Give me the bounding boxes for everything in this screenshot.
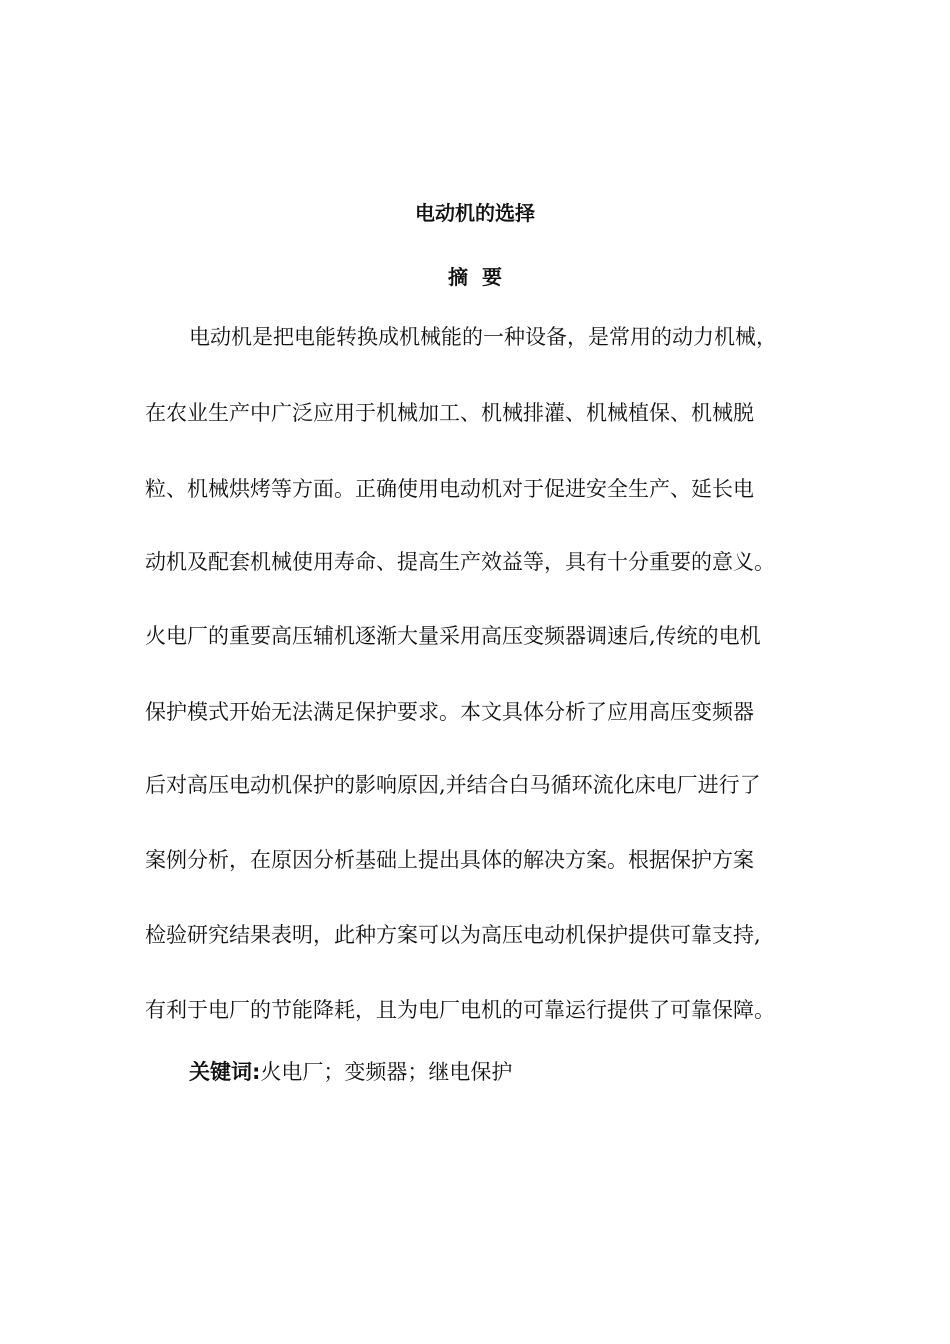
abstract-line-6: 保护模式开始无法满足保护要求。本文具体分析了应用高压变频器: [145, 700, 754, 724]
abstract-line-2: 在农业生产中广泛应用于机械加工、机械排灌、机械植保、机械脱: [145, 401, 754, 425]
abstract-line-1: 电动机是把电能转换成机械能的一种设备，是常用的动力机械，: [189, 325, 777, 349]
document-title: 电动机的选择: [415, 201, 535, 225]
keywords-line: [189, 1057, 829, 1087]
abstract-line-7: 后对高压电动机保护的影响原因,并结合白马循环流化床电厂进行了: [145, 773, 761, 797]
abstract-line-3: 粒、机械烘烤等方面。正确使用电动机对于促进安全生产、延长电: [145, 477, 754, 501]
abstract-line-10: 有利于电厂的节能降耗，且为电厂电机的可靠运行提供了可靠保障。: [145, 998, 775, 1022]
keywords-value: 火电厂；变频器；继电保护: [260, 1060, 513, 1084]
abstract-line-4: 动机及配套机械使用寿命、提高生产效益等，具有十分重要的意义。: [145, 550, 775, 574]
abstract-line-5: 火电厂的重要高压辅机逐渐大量采用高压变频器调速后,传统的电机: [145, 624, 761, 648]
abstract-heading: 摘要: [448, 265, 516, 289]
keywords-label: 关键词:: [189, 1060, 261, 1084]
abstract-line-9: 检验研究结果表明，此种方案可以为高压电动机保护提供可靠支持,: [145, 923, 761, 947]
abstract-line-8: 案例分析，在原因分析基础上提出具体的解决方案。根据保护方案: [145, 848, 754, 872]
